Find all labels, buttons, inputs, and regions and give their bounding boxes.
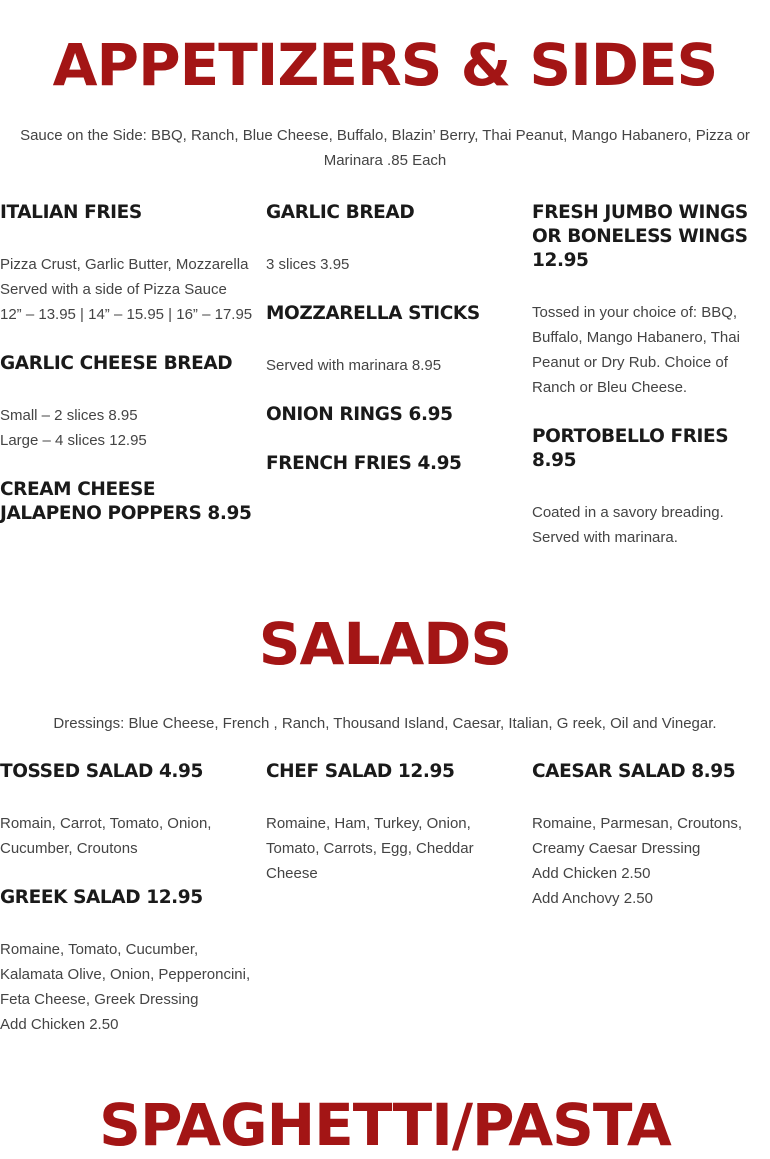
salads-grid (0, 760, 770, 1062)
menu-item (532, 760, 770, 911)
appetizers-col-2 (266, 201, 532, 575)
menu-item-description (266, 353, 532, 378)
menu-item-description (0, 403, 266, 453)
menu-item (266, 760, 532, 886)
salads-col-3 (532, 760, 770, 1062)
menu-item-title: FRENCH FRIES 4.95 (266, 453, 462, 474)
menu-item-description (266, 252, 532, 277)
appetizers-grid (0, 201, 770, 575)
menu-item-title: GREEK SALAD 12.95 (0, 887, 203, 908)
salads-title: SALADS (258, 610, 512, 678)
menu-item-title: GARLIC BREAD (266, 202, 415, 223)
menu-item-line: Pizza Crust, Garlic Butter, Mozzarella Served with a side of Pizza Sauce (0, 256, 253, 298)
menu-item-title: GARLIC CHEESE BREAD (0, 353, 233, 374)
salads-col-1 (0, 760, 266, 1062)
menu-item-description (0, 252, 266, 327)
sauce-note: Sauce on the Side: BBQ, Ranch, Blue Cheese, Buffalo, Blazin’ Berry, Thai Peanut, Mango Habanero, Pizza or Marinara .85 Each (20, 127, 750, 169)
menu-item-description (532, 300, 770, 400)
menu-item-line: Large – 4 slices 12.95 (0, 432, 147, 449)
menu-item-description (266, 811, 532, 886)
menu-item-line: Romaine, Parmesan, Croutons, Creamy Caesar Dressing (532, 815, 747, 857)
menu-item-title: PORTOBELLO FRIES 8.95 (532, 426, 729, 471)
salads-col-2 (266, 760, 532, 1062)
menu-item-line: Tossed in your choice of: BBQ, Buffalo, Mango Habanero, Thai Peanut or Dry Rub. Choice of Ranch or Bleu Cheese. (532, 304, 745, 396)
menu-item-line: Small – 2 slices 8.95 (0, 407, 138, 424)
pasta-title: SPAGHETTI/PASTA (99, 1091, 671, 1159)
menu-item-title: CREAM CHEESE JALAPENO POPPERS 8.95 (0, 479, 252, 524)
appetizers-col-3 (532, 201, 770, 575)
appetizers-title: APPETIZERS & SIDES (52, 31, 718, 99)
menu-item (0, 760, 266, 861)
menu-item (0, 201, 266, 327)
menu-item-line: Coated in a savory breading. Served with marinara. (532, 504, 728, 546)
menu-item (0, 478, 266, 526)
menu-item (0, 352, 266, 453)
menu-item-title: TOSSED SALAD 4.95 (0, 761, 203, 782)
menu-item-title: ITALIAN FRIES (0, 202, 142, 223)
menu-item-description (532, 811, 770, 911)
menu-item-line: Add Chicken 2.50 (0, 1016, 119, 1033)
menu-item-line: Add Chicken 2.50 (532, 865, 651, 882)
menu-item-title: CHEF SALAD 12.95 (266, 761, 455, 782)
menu-item-description (0, 937, 266, 1037)
menu-item-line: Romaine, Ham, Turkey, Onion, Tomato, Carrots, Egg, Cheddar Cheese (266, 815, 478, 882)
menu-item (532, 425, 770, 550)
menu-item-line: Romain, Carrot, Tomato, Onion, Cucumber, Croutons (0, 815, 216, 857)
menu-item (0, 886, 266, 1037)
menu-item (266, 403, 532, 427)
menu-item-description (0, 811, 266, 861)
menu-item-line: Romaine, Tomato, Cucumber, Kalamata Olive, Onion, Pepperoncini, Feta Cheese, Greek Dressing (0, 941, 255, 1008)
menu-item (532, 201, 770, 400)
menu-item-title: ONION RINGS 6.95 (266, 404, 453, 425)
menu-item-line: Add Anchovy 2.50 (532, 890, 653, 907)
menu-item-line: 12” – 13.95 | 14” – 15.95 | 16” – 17.95 (0, 306, 253, 323)
menu-item-title: FRESH JUMBO WINGS OR BONELESS WINGS 12.95 (532, 202, 748, 271)
dressing-note: Dressings: Blue Cheese, French , Ranch, Thousand Island, Caesar, Italian, G reek, Oil and Vinegar. (53, 715, 717, 732)
menu-item-line: Served with marinara 8.95 (266, 357, 442, 374)
menu-item-description (532, 500, 770, 550)
menu-item-title: MOZZARELLA STICKS (266, 303, 480, 324)
menu-item (266, 201, 532, 277)
appetizers-col-1 (0, 201, 266, 575)
menu-item (266, 452, 532, 476)
menu-item-title: CAESAR SALAD 8.95 (532, 761, 736, 782)
menu-item-line: 3 slices 3.95 (266, 256, 350, 273)
menu-item (266, 302, 532, 378)
